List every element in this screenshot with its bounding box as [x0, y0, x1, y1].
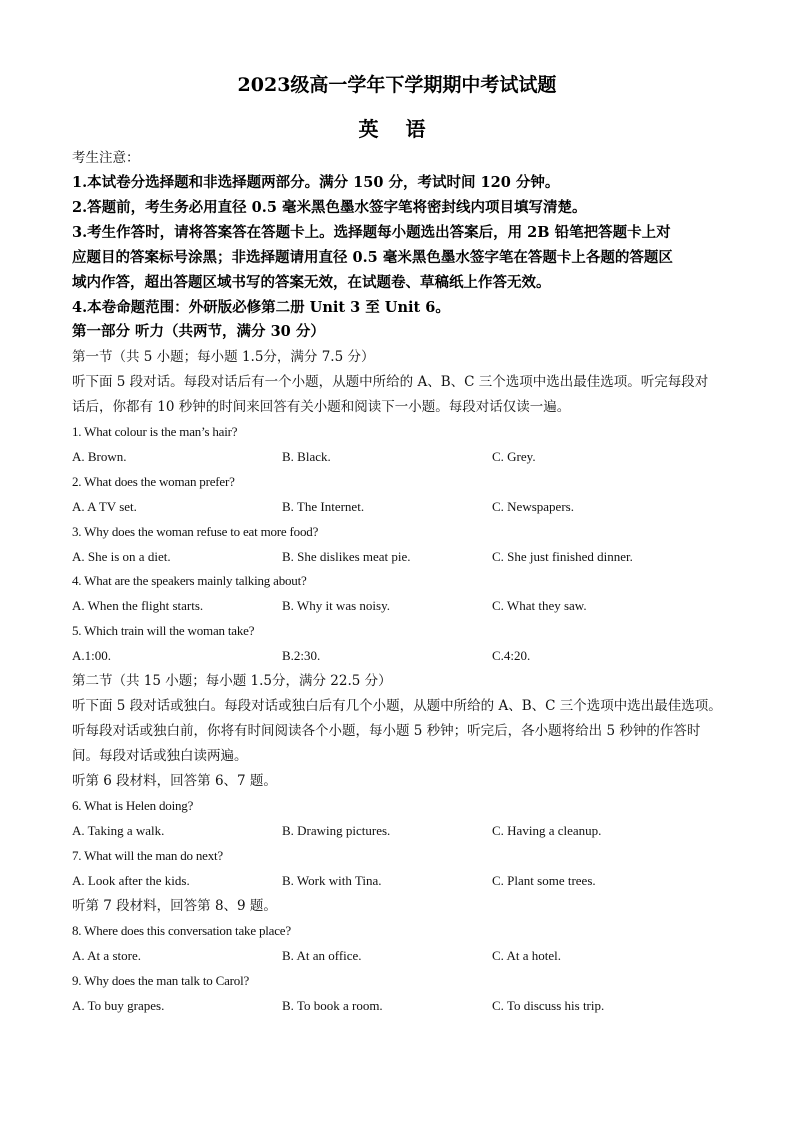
subject-title: 英 语 [358, 117, 436, 141]
option-a: A. Taking a walk. [72, 823, 165, 838]
option-a: A. When the flight starts. [72, 598, 204, 613]
option-c: C.4:20. [492, 648, 531, 663]
option-c: C. She just finished dinner. [492, 549, 633, 564]
option-b: B. Work with Tina. [282, 873, 382, 888]
section-heading: 第一节（共 5 小题；每小题 1.5分，满分 7.5 分） [72, 349, 375, 365]
question-text: 9. Why does the man talk to Carol? [72, 973, 250, 988]
material-intro: 听第 7 段材料，回答第 8、9 题。 [72, 898, 277, 914]
question-text: 7. What will the man do next? [72, 848, 224, 863]
notice-item: 4.本卷命题范围：外研版必修第二册 Unit 3 至 Unit 6。 [72, 299, 450, 316]
option-b: B. The Internet. [282, 499, 365, 514]
option-c: C. What they saw. [492, 598, 587, 613]
notice-item: 3.考生作答时，请将答案答在答题卡上。选择题每小题选出答案后，用 2B 铅笔把答题卡上对 [72, 224, 671, 241]
section-instructions: 听下面 5 段对话或独白。每段对话或独白后有几个小题，从题中所给的 A、B、C 三个选项中选出最佳选项。 [72, 698, 722, 714]
option-c: C. Having a cleanup. [492, 823, 602, 838]
question-text: 6. What is Helen doing? [72, 798, 194, 813]
section-instructions: 话后，你都有 10 秒钟的时间来回答有关小题和阅读下一小题。每段对话仅读一遍。 [72, 399, 571, 415]
part-heading: 第一部分 听力（共两节，满分 30 分） [72, 323, 325, 340]
notice-item: 域内作答，超出答题区域书写的答案无效，在试题卷、草稿纸上作答无效。 [72, 274, 551, 291]
question-text: 3. Why does the woman refuse to eat more food? [72, 524, 319, 539]
option-b: B. At an office. [282, 948, 362, 963]
option-c: C. At a hotel. [492, 948, 561, 963]
section-instructions: 听每段对话或独白前，你将有时间阅读各个小题，每小题 5 秒钟；听完后，各小题将给出 5 秒钟的作答时 [72, 723, 701, 739]
option-b: B. Drawing pictures. [282, 823, 391, 838]
option-c: C. To discuss his trip. [492, 998, 605, 1013]
option-a: A. At a store. [72, 948, 141, 963]
option-a: A. She is on a diet. [72, 549, 171, 564]
option-b: B. She dislikes meat pie. [282, 549, 411, 564]
section-instructions: 听下面 5 段对话。每段对话后有一个小题，从题中所给的 A、B、C 三个选项中选出最佳选项。听完每段对 [72, 374, 709, 390]
option-b: B. Black. [282, 449, 331, 464]
question-text: 5. Which train will the woman take? [72, 623, 255, 638]
option-c: C. Plant some trees. [492, 873, 596, 888]
option-b: B. To book a room. [282, 998, 383, 1013]
exam-title: 2023级高一学年下学期期中考试试题 [237, 74, 557, 96]
option-a: A. A TV set. [72, 499, 137, 514]
notice-item: 应题目的答案标号涂黑；非选择题请用直径 0.5 毫米黑色墨水签字笔在答题卡上各题的答题区 [72, 249, 673, 266]
option-a: A. Brown. [72, 449, 127, 464]
notice-item: 1.本试卷分选择题和非选择题两部分。满分 150 分，考试时间 120 分钟。 [72, 174, 560, 191]
notice-item: 2.答题前，考生务必用直径 0.5 毫米黑色墨水签字笔将密封线内项目填写清楚。 [72, 199, 587, 216]
question-text: 1. What colour is the man’s hair? [72, 424, 238, 439]
option-c: C. Newspapers. [492, 499, 574, 514]
option-b: B.2:30. [282, 648, 321, 663]
question-text: 4. What are the speakers mainly talking about? [72, 573, 307, 588]
section-instructions: 间。每段对话或独白读两遍。 [72, 748, 248, 764]
notice-heading: 考生注意： [72, 150, 140, 166]
option-c: C. Grey. [492, 449, 536, 464]
material-intro: 听第 6 段材料，回答第 6、7 题。 [72, 773, 277, 789]
option-a: A.1:00. [72, 648, 111, 663]
option-a: A. To buy grapes. [72, 998, 165, 1013]
question-text: 2. What does the woman prefer? [72, 474, 235, 489]
option-b: B. Why it was noisy. [282, 598, 390, 613]
section-heading: 第二节（共 15 小题；每小题 1.5分，满分 22.5 分） [72, 673, 392, 689]
question-text: 8. Where does this conversation take place? [72, 923, 291, 938]
option-a: A. Look after the kids. [72, 873, 190, 888]
